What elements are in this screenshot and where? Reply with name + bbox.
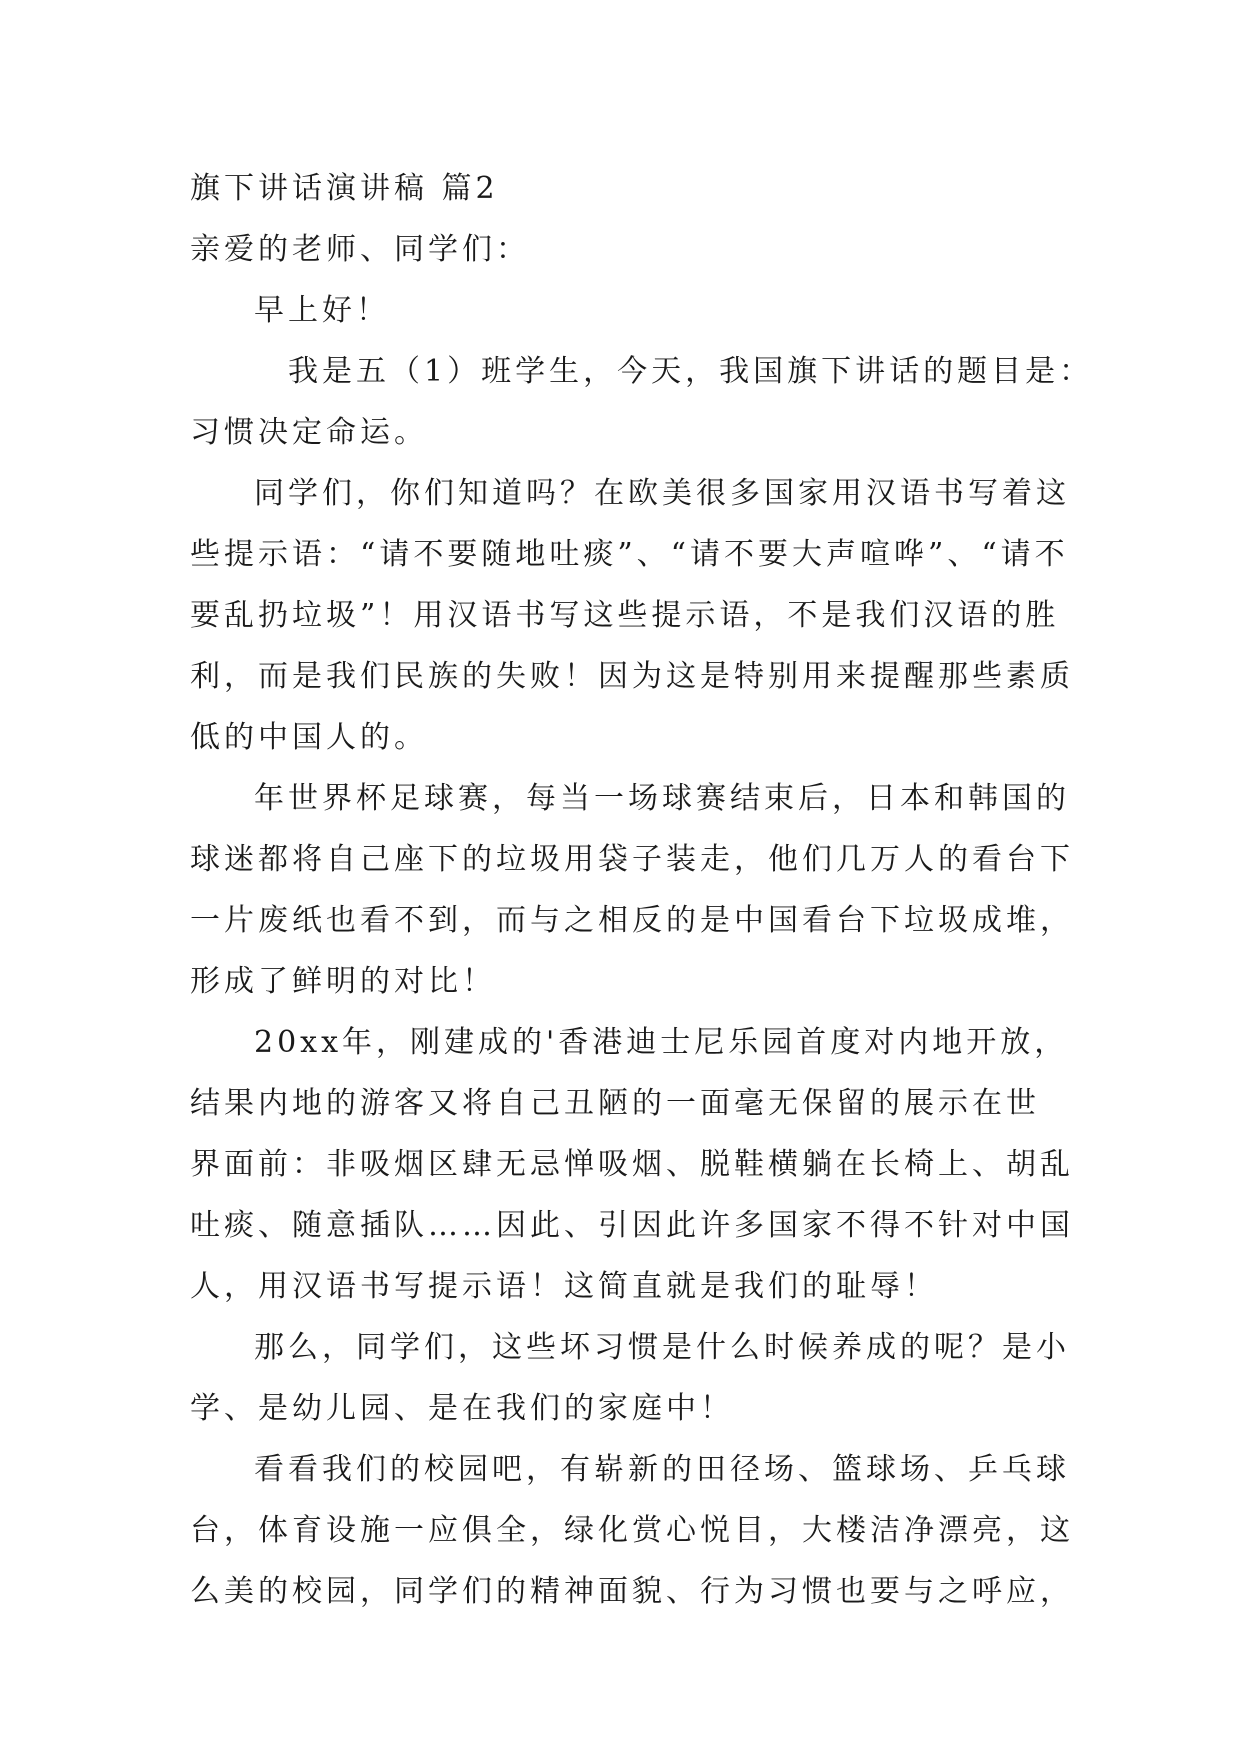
text-line: 学、是幼儿园、是在我们的家庭中！	[190, 1391, 734, 1426]
text-line: 人，用汉语书写提示语！这简直就是我们的耻辱！	[190, 1269, 938, 1304]
text-line: 台，体育设施一应俱全，绿化赏心悦目，大楼洁净漂亮，这	[190, 1513, 1074, 1548]
text-line: 看看我们的校园吧，有崭新的田径场、篮球场、乒乓球	[254, 1452, 1070, 1487]
document-title: 旗下讲话演讲稿 篇2	[190, 171, 499, 206]
text-line: 么美的校园，同学们的精神面貌、行为习惯也要与之呼应，	[190, 1574, 1074, 1609]
text-line: 吐痰、随意插队……因此、引因此许多国家不得不针对中国	[190, 1208, 1074, 1243]
text-line: 结果内地的游客又将自己丑陋的一面毫无保留的展示在世	[190, 1086, 1040, 1121]
text-line: 些提示语：“请不要随地吐痰”、“请不要大声喧哗”、“请不	[190, 537, 1069, 572]
speech-text	[190, 158, 1094, 1622]
text-line: 同学们，你们知道吗？在欧美很多国家用汉语书写着这	[254, 476, 1070, 511]
text-line: 利，而是我们民族的失败！因为这是特别用来提醒那些素质	[190, 659, 1074, 694]
text-line: 一片废纸也看不到，而与之相反的是中国看台下垃圾成堆，	[190, 903, 1074, 938]
text-line: 年世界杯足球赛，每当一场球赛结束后，日本和韩国的	[254, 781, 1070, 816]
text-line: 习惯决定命运。	[190, 415, 428, 450]
text-line: 我是五（1）班学生，今天，我国旗下讲话的题目是：	[288, 354, 1094, 389]
text-line: 低的中国人的。	[190, 720, 428, 755]
text-line: 那么，同学们，这些坏习惯是什么时候养成的呢？是小	[254, 1330, 1070, 1365]
text-line: 球迷都将自己座下的垃圾用袋子装走，他们几万人的看台下	[190, 842, 1074, 877]
text-line: 形成了鲜明的对比！	[190, 964, 496, 999]
greeting: 早上好！	[254, 293, 390, 328]
text-line: 要乱扔垃圾”！用汉语书写这些提示语，不是我们汉语的胜	[190, 598, 1060, 633]
text-line: 20xx年，刚建成的'香港迪士尼乐园首度对内地开放，	[254, 1025, 1069, 1060]
text-line: 界面前：非吸烟区肆无忌惮吸烟、脱鞋横躺在长椅上、胡乱	[190, 1147, 1074, 1182]
salutation: 亲爱的老师、同学们：	[190, 232, 530, 267]
